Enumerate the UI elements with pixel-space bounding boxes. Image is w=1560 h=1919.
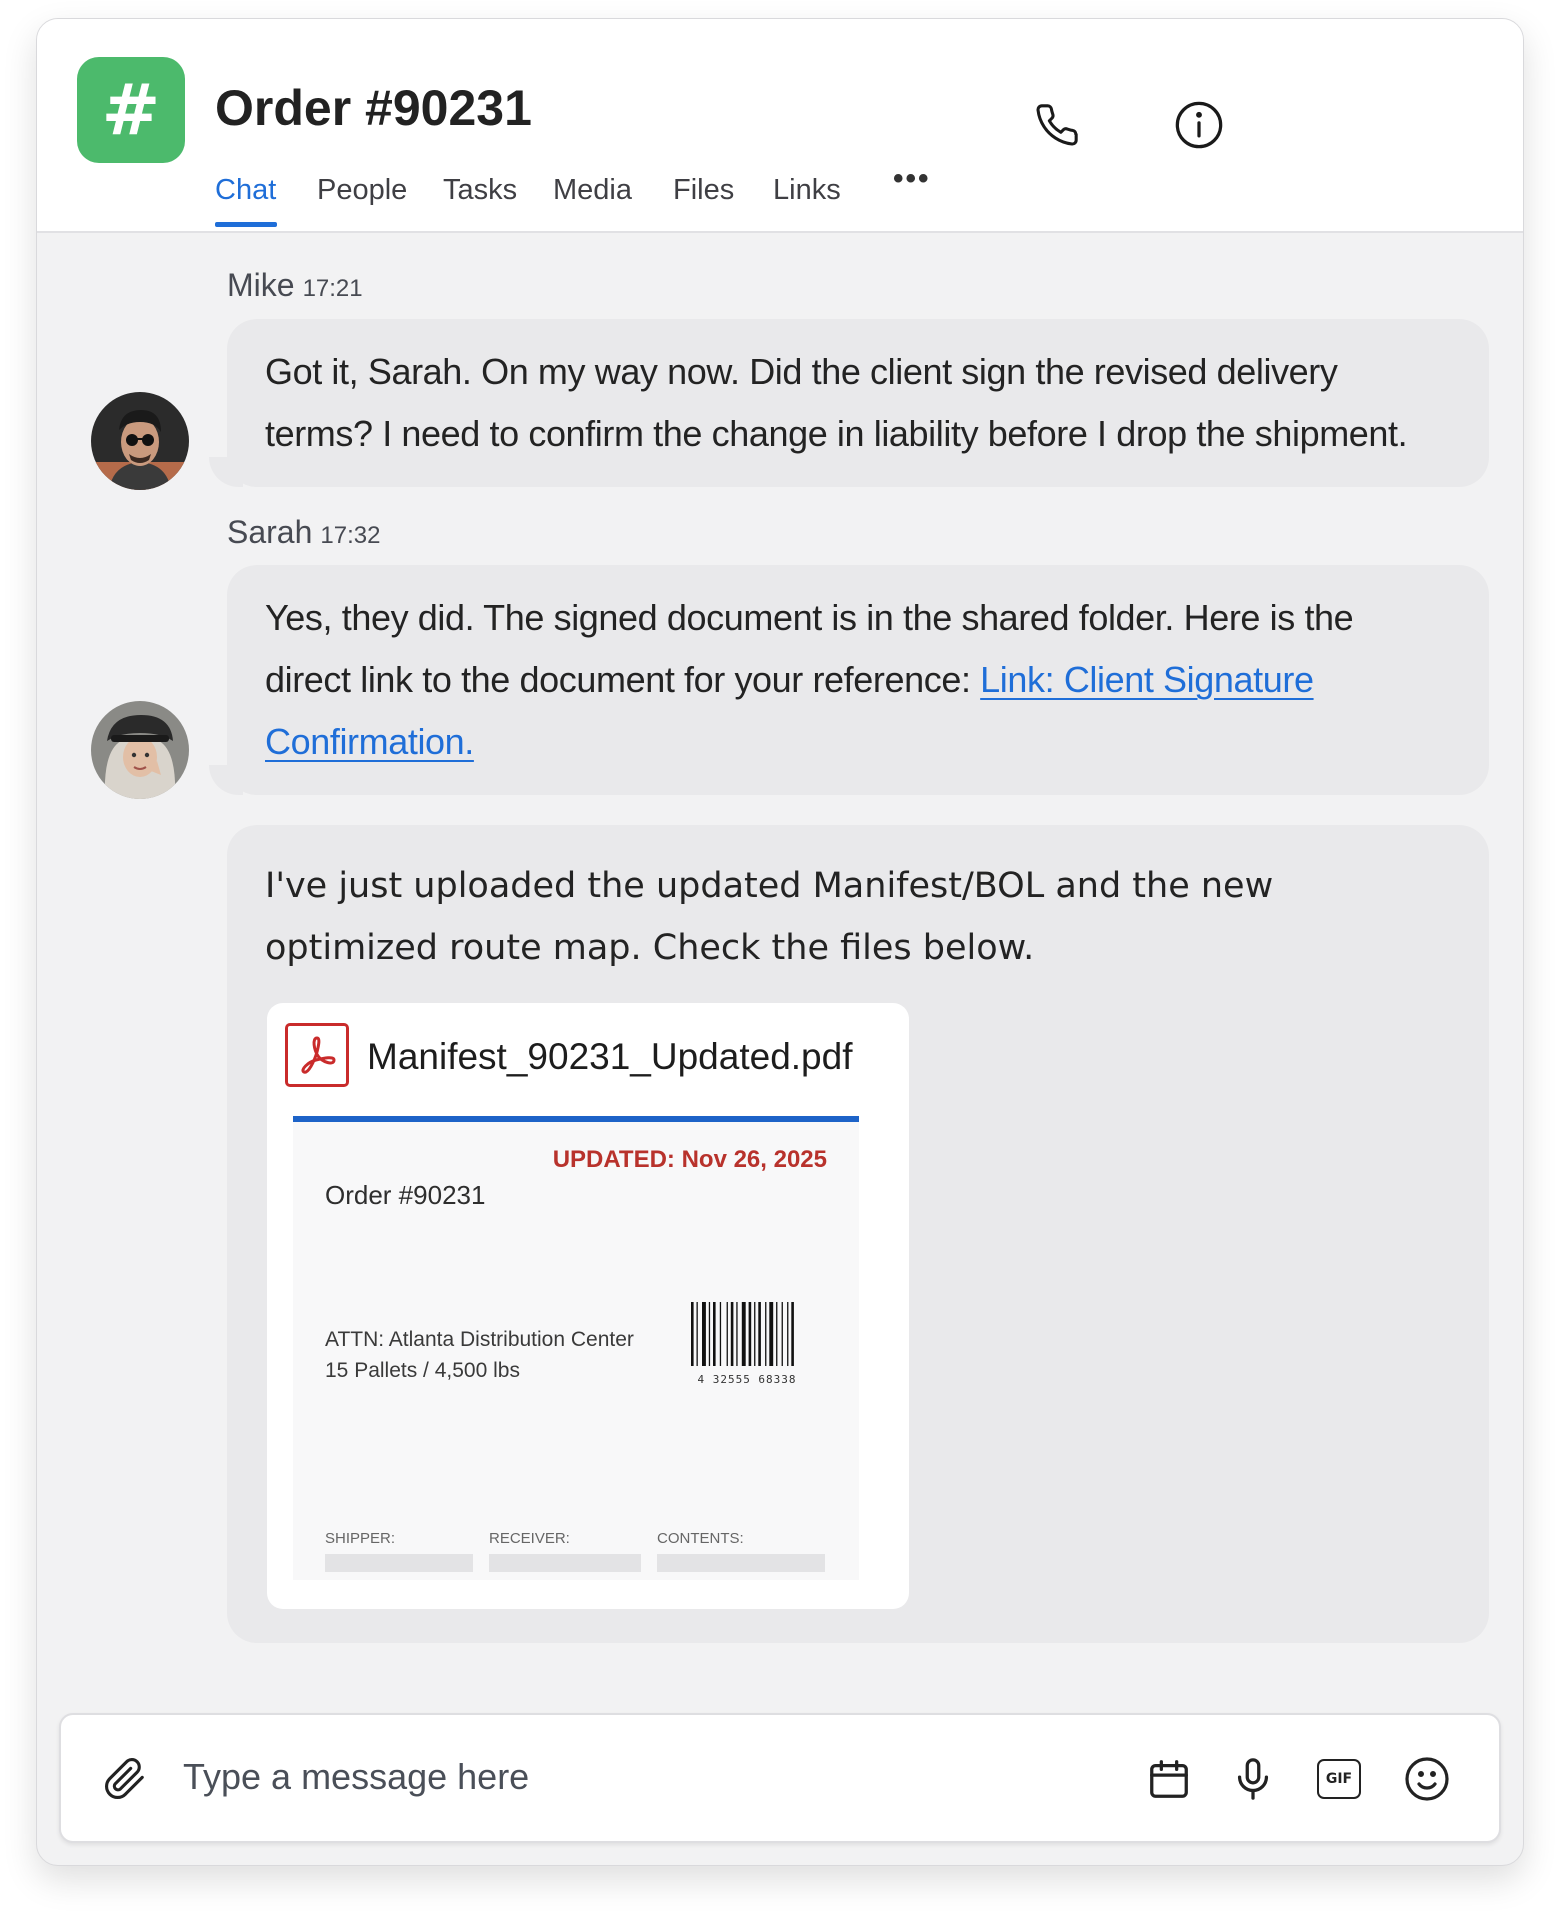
sender-name: Sarah <box>227 514 313 550</box>
tab-links[interactable] <box>773 174 841 207</box>
tab-label: Media <box>553 174 632 206</box>
message-line: I've just uploaded the updated Manifest/BOL and the new <box>265 866 1274 906</box>
tab-chat[interactable] <box>215 174 276 207</box>
tab-media[interactable] <box>553 174 632 207</box>
message-text-fragment: direct link to the document for your reference: <box>265 659 981 700</box>
message-time: 17:32 <box>320 522 381 549</box>
shipper-field <box>325 1554 473 1572</box>
channel-hash-icon: # <box>77 57 185 163</box>
file-attachment-card[interactable] <box>267 1003 909 1609</box>
message-sender <box>227 514 380 551</box>
page-title: Order #90231 <box>215 80 532 136</box>
gif-icon[interactable] <box>1311 1751 1367 1807</box>
tab-label: Links <box>773 174 841 206</box>
receiver-field <box>489 1554 641 1572</box>
message-line: terms? I need to confirm the change in liability before I drop the shipment. <box>265 413 1408 454</box>
document-order-number: Order #90231 <box>325 1180 486 1210</box>
pdf-icon <box>285 1023 349 1087</box>
barcode-number: 4 32555 68338 <box>697 1373 797 1386</box>
tab-label: Tasks <box>443 174 518 206</box>
document-weight-line: 15 Pallets / 4,500 lbs <box>325 1359 520 1382</box>
message-line: Yes, they did. The signed document is in the shared folder. Here is the <box>265 597 1354 638</box>
calendar-icon[interactable] <box>1141 1751 1197 1807</box>
phone-icon[interactable] <box>1025 93 1089 157</box>
file-name: Manifest_90231_Updated.pdf <box>367 1036 853 1077</box>
tab-label: Chat <box>215 174 277 206</box>
document-address <box>325 1324 634 1386</box>
info-icon[interactable] <box>1167 93 1231 157</box>
message-composer <box>59 1713 1501 1843</box>
avatar-sarah[interactable] <box>91 701 189 799</box>
gif-label: GIF <box>1317 1759 1361 1799</box>
receiver-label: RECEIVER: <box>489 1530 570 1547</box>
message-line: Got it, Sarah. On my way now. Did the client sign the revised delivery <box>265 351 1338 392</box>
message-bubble <box>227 565 1489 795</box>
message-sender <box>227 267 363 304</box>
client-signature-link[interactable]: Link: Client Signature <box>980 659 1314 700</box>
message-line <box>265 649 1353 711</box>
contents-label: CONTENTS: <box>657 1530 744 1547</box>
message-bubble <box>227 319 1489 487</box>
microphone-icon[interactable] <box>1225 1751 1281 1807</box>
message-input[interactable] <box>181 1745 1085 1809</box>
contents-field <box>657 1554 825 1572</box>
document-attn-line: ATTN: Atlanta Distribution Center <box>325 1328 634 1351</box>
updated-stamp: UPDATED: Nov 26, 2025 <box>552 1146 827 1173</box>
tab-files[interactable] <box>673 174 734 207</box>
message-text <box>265 587 1353 773</box>
bubble-tail <box>209 765 243 795</box>
message-bubble-with-attachment <box>227 825 1489 1643</box>
sender-name: Mike <box>227 267 295 303</box>
message-line <box>265 711 1353 773</box>
smiley-icon[interactable] <box>1399 1751 1455 1807</box>
document-preview[interactable] <box>293 1116 859 1580</box>
chat-window <box>36 18 1524 1866</box>
tab-people[interactable] <box>317 174 407 207</box>
more-tabs-button[interactable]: ••• <box>893 162 931 195</box>
tab-label: People <box>317 174 408 206</box>
barcode <box>687 1302 807 1388</box>
shipper-label: SHIPPER: <box>325 1530 396 1547</box>
message-text <box>265 341 1407 465</box>
active-tab-indicator <box>215 222 277 227</box>
message-line: optimized route map. Check the files below. <box>265 928 1035 968</box>
message-time: 17:21 <box>302 275 363 302</box>
channel-header <box>37 19 1523 233</box>
avatar-mike[interactable] <box>91 392 189 490</box>
message-text <box>265 855 1273 979</box>
paperclip-icon[interactable] <box>97 1751 153 1807</box>
tab-tasks[interactable] <box>443 174 517 207</box>
tab-label: Files <box>673 174 735 206</box>
client-signature-link-continued[interactable]: Confirmation. <box>265 721 474 762</box>
bubble-tail <box>209 457 243 487</box>
